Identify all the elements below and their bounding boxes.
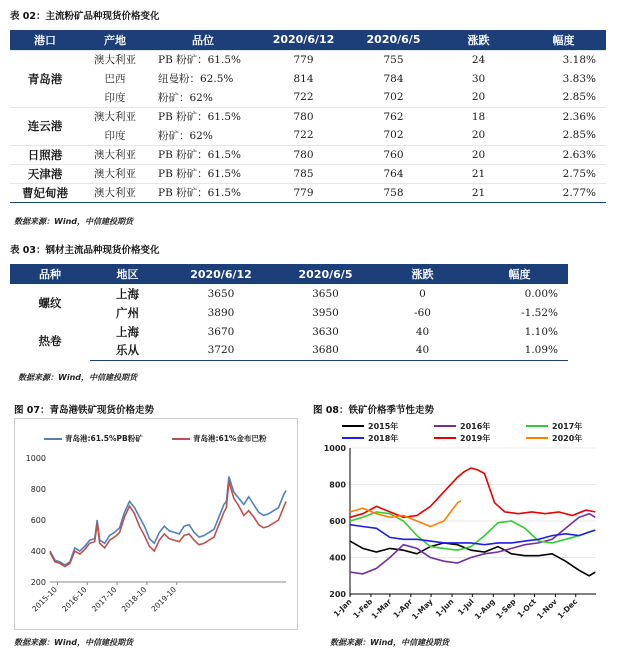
change-cell: 21 [436,183,521,202]
price-cell: 814 [293,72,314,85]
series-line [50,477,286,565]
grade-cell: 粉矿：62% [158,91,213,104]
legend-item [172,433,266,444]
pct-cell: 2.77% [521,183,606,202]
price-cell: 3890 [207,306,235,319]
column-header: 品种 [10,264,90,284]
y-tick-label: 800 [329,480,346,490]
source-note: 数据来源：Wind，中信建投期货 [18,373,137,382]
x-tick-label: 2019-10 [149,585,179,614]
source-note: 数据来源：Wind，中信建投期货 [14,638,133,647]
iron-ore-price-table [10,30,606,203]
pct-cell: 1.09% [471,341,568,360]
pct-cell: 2.85% [562,129,596,142]
port-cell: 天津港 [10,164,80,183]
product-cell: 螺纹 [38,296,62,310]
origin-cell: 澳大利亚 [80,164,150,183]
legend-swatch [172,438,190,440]
table-row [10,183,606,202]
price-trend-chart [14,446,298,628]
column-header: 涨跌 [374,264,471,284]
y-tick-label: 1000 [323,444,346,453]
price-cell: 785 [256,164,351,183]
price-cell: 3680 [277,341,374,360]
table-row [10,284,568,303]
change-cell: -60 [414,306,431,319]
x-tick-label: 1-Jul [455,597,476,617]
origin-cell: 澳大利亚 [80,145,150,164]
price-cell: 760 [351,145,436,164]
table-caption: 表 03：钢材主流品种现货价格变化 [10,245,160,256]
figure-caption: 图 07：青岛港铁矿现货价格走势 [14,405,155,416]
x-tick-label: 2017-10 [89,585,119,614]
change-cell: 0 [419,287,426,300]
pct-cell: 3.83% [562,72,596,85]
table-header-row [10,30,606,50]
legend-label: 青岛港:61%金布巴粉 [193,434,267,443]
source-note: 数据来源：Wind，中信建投期货 [14,217,133,226]
origin-cell: 澳大利亚 [80,107,150,126]
legend-label: 2017年 [552,422,583,431]
y-tick-label: 1000 [25,454,46,463]
grade-cell: 粉矿：62% [158,129,213,142]
origin-cell: 澳大利亚 [80,183,150,202]
column-header: 2020/6/5 [277,264,374,284]
price-cell: 784 [383,72,404,85]
x-tick-label: 2016-10 [60,585,89,614]
y-tick-label: 600 [329,517,346,526]
x-tick-label: 1-Apr [391,597,415,620]
column-header: 地区 [90,264,165,284]
steel-price-table [10,264,568,361]
price-cell: 3670 [207,325,235,338]
column-header: 涨跌 [436,30,521,50]
change-cell: 18 [436,107,521,126]
figure-caption: 图 08：铁矿价格季节性走势 [313,405,435,416]
column-header: 品位 [150,30,256,50]
y-tick-label: 600 [30,516,46,525]
x-tick-label: 1-Feb [351,597,375,621]
x-tick-label: 1-Nov [535,597,559,621]
table-row [10,303,568,322]
region-cell: 广州 [116,305,139,320]
column-header: 2020/6/12 [256,30,351,50]
legend-label: 2019年 [460,434,491,443]
x-tick-label: 1-Aug [472,597,497,621]
column-header: 幅度 [471,264,568,284]
grade-cell: PB 粉矿：61.5% [150,145,256,164]
grade-cell: PB 粉矿：61.5% [150,107,256,126]
change-cell: 20 [436,145,521,164]
pct-cell: 1.10% [524,325,558,338]
price-cell: 3950 [312,306,339,319]
region-cell: 乐从 [90,341,165,360]
grade-cell: PB 粉矿：61.5% [150,164,256,183]
x-tick-label: 1-Mar [369,597,394,621]
product-cell: 热卷 [38,334,62,348]
origin-cell: 澳大利亚 [80,50,150,69]
x-tick-label: 2018-10 [119,585,149,614]
price-cell: 779 [256,183,351,202]
column-header: 2020/6/12 [165,264,277,284]
legend-label: 青岛港:61.5%PB粉矿 [65,434,143,443]
price-cell: 702 [383,91,404,104]
column-header: 2020/6/5 [351,30,436,50]
series-line [350,468,595,517]
grade-cell: 纽曼粉：62.5% [158,73,234,85]
pct-cell: 2.36% [521,107,606,126]
y-tick-label: 200 [30,578,46,587]
legend-item [44,433,143,444]
pct-cell: 3.18% [521,50,606,69]
pct-cell: 2.75% [521,164,606,183]
table-row [10,126,606,145]
origin-cell: 印度 [104,129,126,142]
port-cell: 连云港 [10,107,80,145]
pct-cell: 0.00% [524,287,558,300]
price-cell: 3650 [312,287,339,300]
origin-cell: 印度 [104,91,126,104]
price-cell: 3630 [312,325,339,338]
port-cell: 曹妃甸港 [10,183,80,202]
table-row [10,145,606,164]
price-cell: 755 [351,50,436,69]
y-tick-label: 200 [329,590,346,599]
price-cell: 3650 [207,287,235,300]
source-note: 数据来源：Wind，中信建投期货 [330,638,449,647]
legend-label: 2018年 [368,434,399,443]
table-row [10,69,606,88]
x-tick-label: 1-Oct [515,597,538,620]
price-cell: 758 [351,183,436,202]
change-cell: 24 [436,50,521,69]
series-line [350,541,595,576]
legend-swatch [44,438,62,440]
legend-label: 2020年 [552,434,583,443]
price-cell: 780 [256,145,351,164]
change-cell: 21 [436,164,521,183]
x-tick-label: 1-Jan [331,597,354,619]
table-row [10,88,606,107]
price-cell: 762 [351,107,436,126]
x-tick-label: 2015-10 [30,585,59,614]
column-header: 幅度 [521,30,606,50]
legend-label: 2016年 [460,422,491,431]
table-row [10,50,606,69]
change-cell: 40 [374,341,471,360]
column-header: 产地 [80,30,150,50]
change-cell: 20 [471,129,486,142]
x-tick-label: 1-Sep [494,597,518,621]
price-cell: 779 [256,50,351,69]
origin-cell: 巴西 [104,73,126,85]
pct-cell: -1.52% [521,306,558,319]
x-tick-label: 1-Jun [433,597,456,619]
change-cell: 40 [415,325,430,338]
table-row [10,322,568,341]
y-tick-label: 400 [30,547,46,556]
price-cell: 702 [383,129,404,142]
x-tick-label: 1-May [410,597,435,622]
table-row [10,341,568,360]
region-cell: 上海 [116,324,139,339]
grade-cell: PB 粉矿：61.5% [150,50,256,69]
price-cell: 764 [351,164,436,183]
table-caption: 表 02：主流粉矿品种现货价格变化 [10,11,160,22]
y-tick-label: 800 [30,485,46,494]
port-cell: 青岛港 [10,50,80,107]
change-cell: 20 [471,91,486,104]
pct-cell: 2.63% [521,145,606,164]
change-cell: 30 [471,72,486,85]
column-header: 港口 [10,30,80,50]
x-tick-label: 1-Dec [555,597,580,621]
table-row [10,107,606,126]
price-cell: 722 [293,129,314,142]
price-cell: 722 [293,91,314,104]
legend-label: 2015年 [368,422,399,431]
price-cell: 780 [256,107,351,126]
grade-cell: PB 粉矿：61.5% [150,183,256,202]
seasonal-price-chart [306,418,610,630]
table-header-row [10,264,568,284]
series-line [50,481,286,566]
price-cell: 3720 [165,341,277,360]
y-tick-label: 400 [329,553,346,563]
series-line [350,512,595,550]
table-row [10,164,606,183]
port-cell: 日照港 [10,145,80,164]
region-cell: 上海 [116,286,139,301]
pct-cell: 2.85% [562,91,596,104]
